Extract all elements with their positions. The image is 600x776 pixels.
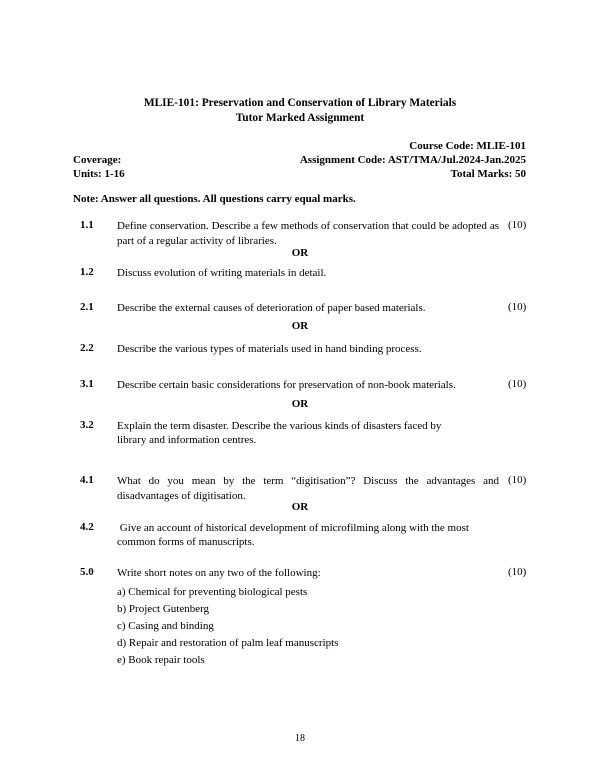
question-text: Describe the external causes of deterioration of paper based materials.	[117, 302, 426, 314]
question-number: 2.1	[80, 301, 94, 313]
page-number: 18	[295, 733, 305, 744]
or-separator: OR	[291, 501, 309, 513]
question-number: 1.2	[80, 266, 94, 278]
question-marks: (10)	[508, 378, 527, 390]
list-item: b) Project Gutenberg	[117, 603, 210, 615]
question-marks: (10)	[508, 474, 527, 486]
question-number: 3.1	[80, 378, 94, 390]
course-code: Course Code: MLIE-101	[409, 140, 526, 152]
question-number: 4.2	[80, 521, 94, 533]
question-text-line: library and information centres.	[117, 434, 257, 446]
question-text: Define conservation. Describe a few methods of conservation that could be adopted as part of a regular activity of libraries.	[117, 220, 499, 247]
document-title: MLIE-101: Preservation and Conservation of Library Materials	[143, 97, 457, 109]
question-number: 2.2	[80, 342, 94, 354]
list-item: d) Repair and restoration of palm leaf manuscripts	[117, 637, 339, 649]
question-text-line: Explain the term disaster. Describe the various kinds of disasters faced by	[117, 420, 442, 432]
question-text: Describe certain basic considerations for preservation of non-book materials.	[117, 379, 456, 391]
instructions-note: Note: Answer all questions. All questions carry equal marks.	[73, 193, 356, 205]
coverage-label: Coverage:	[73, 154, 122, 166]
question-number: 1.1	[80, 219, 94, 231]
question-number: 4.1	[80, 474, 94, 486]
or-separator: OR	[291, 398, 309, 410]
question-text: Discuss evolution of writing materials in detail.	[117, 267, 327, 279]
question-marks: (10)	[508, 301, 527, 313]
question-number: 3.2	[80, 419, 94, 431]
units: Units: 1-16	[73, 168, 125, 180]
question-text-line: Give an account of historical development of microfilming along with the most	[117, 522, 469, 534]
assignment-code: Assignment Code: AST/TMA/Jul.2024-Jan.2025	[299, 154, 526, 166]
document-subtitle: Tutor Marked Assignment	[235, 112, 365, 124]
question-text-line: common forms of manuscripts.	[117, 536, 255, 548]
question-number: 5.0	[80, 566, 94, 578]
or-separator: OR	[291, 320, 309, 332]
question-text: Describe the various types of materials used in hand binding process.	[117, 343, 422, 355]
or-separator: OR	[291, 247, 309, 259]
question-text: What do you mean by the term “digitisation”? Discuss the advantages and disadvantages of digitisation.	[117, 475, 499, 502]
list-item: a) Chemical for preventing biological pests	[117, 586, 308, 598]
question-text: Write short notes on any two of the following:	[117, 567, 321, 579]
question-marks: (10)	[508, 566, 527, 578]
list-item: c) Casing and binding	[117, 620, 214, 632]
question-marks: (10)	[508, 219, 527, 231]
list-item: e) Book repair tools	[117, 654, 205, 666]
total-marks: Total Marks: 50	[450, 168, 526, 180]
